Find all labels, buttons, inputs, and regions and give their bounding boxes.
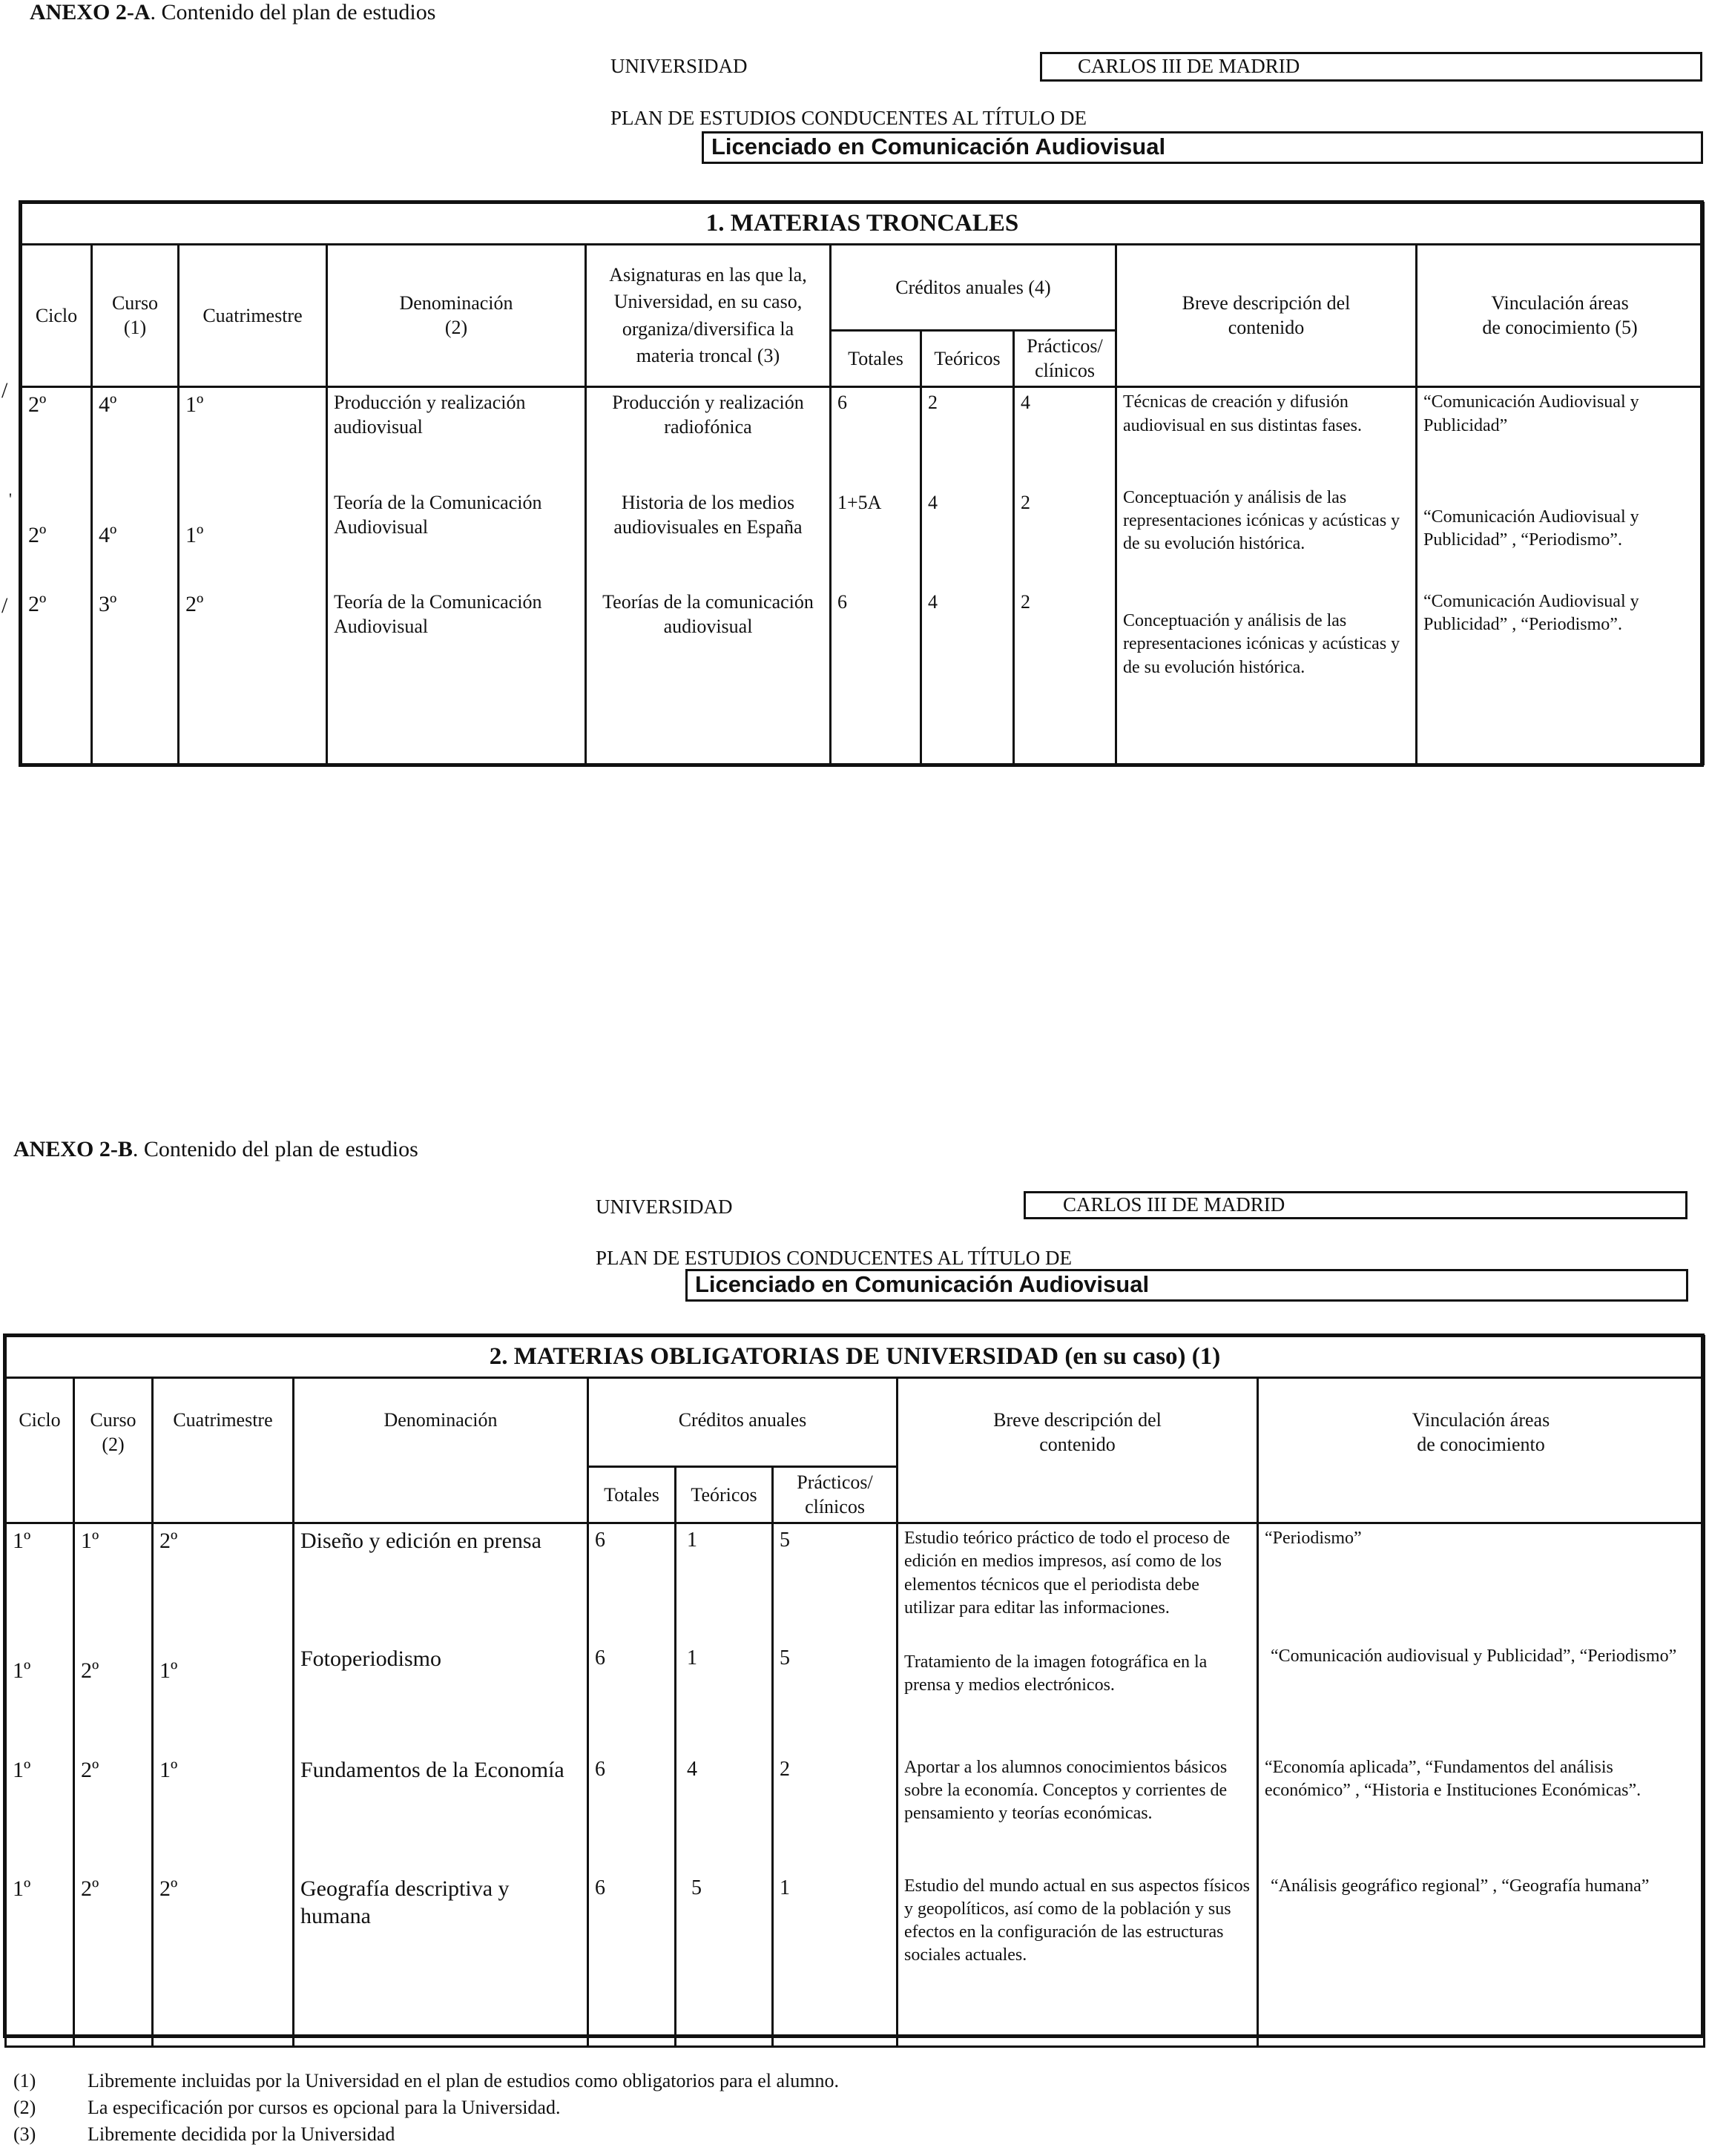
cell-practicos: 2: [1014, 587, 1116, 764]
col-header-asignaturas: Asignaturas en las que la, Universidad, en su caso, organiza/diversifica la materia troncal (3): [586, 245, 831, 387]
cell-descripcion: Conceptuación y análisis de las representaciones icónicas y acústicas y de su evolución histórica.: [1116, 587, 1417, 764]
cell-curso: 4º: [92, 387, 179, 484]
cell-curso: 4º: [92, 484, 179, 587]
cell-descripcion: Conceptuación y análisis de las representaciones icónicas y acústicas y de su evolución histórica.: [1116, 484, 1417, 587]
cell-totales: 6: [588, 1753, 676, 1872]
universidad-value-a: CARLOS III DE MADRID: [1040, 52, 1702, 82]
plan-label-b: PLAN DE ESTUDIOS CONDUCENTES AL TÍTULO DE: [596, 1247, 1072, 1269]
cell-vinculacion: “Comunicación Audiovisual y Publicidad” , “Periodismo”.: [1417, 484, 1704, 587]
cell-ciclo: 1º: [6, 1523, 74, 1642]
cell-descripcion: Tratamiento de la imagen fotográfica en la prensa y medios electrónicos.: [898, 1642, 1258, 1753]
cell-teoricos: 1: [676, 1523, 773, 1642]
table-row: [22, 484, 1704, 587]
cell-vinculacion: “Periodismo”: [1258, 1523, 1705, 1642]
table-row: [22, 587, 1704, 764]
cell-ciclo: 1º: [6, 1872, 74, 2047]
col-header-curso: Curso (1): [92, 245, 179, 387]
cell-asignatura: Producción y realización radiofónica: [586, 387, 831, 484]
cell-curso: 2º: [74, 1872, 153, 2047]
materias-obligatorias-table: [4, 1335, 1705, 2048]
col-header-vinculacion: Vinculación áreas de conocimiento: [1258, 1378, 1705, 1523]
footnote-text: Libremente decidida por la Universidad: [88, 2123, 395, 2145]
footnote: [13, 2094, 839, 2121]
section-title: 1. MATERIAS TRONCALES: [22, 203, 1704, 245]
section-title: 2. MATERIAS OBLIGATORIAS DE UNIVERSIDAD (en su caso) (1): [6, 1336, 1705, 1378]
universidad-value-b: CARLOS III DE MADRID: [1024, 1191, 1687, 1219]
col-header-teoricos: Teóricos: [921, 331, 1014, 387]
cell-practicos: 4: [1014, 387, 1116, 484]
anexo-b-heading: [13, 1137, 418, 1162]
footnote-text: Libremente incluidas por la Universidad en el plan de estudios como obligatorios para el alumno.: [88, 2070, 839, 2091]
check-mark: ': [9, 489, 12, 508]
check-mark: /: [1, 593, 8, 618]
cell-practicos: 1: [773, 1872, 898, 2047]
table-row: [22, 387, 1704, 484]
cell-ciclo: 2º: [22, 387, 92, 484]
col-header-cuatrimestre: Cuatrimestre: [179, 245, 327, 387]
table-row: [6, 1523, 1705, 1642]
col-header-ciclo: Ciclo: [6, 1378, 74, 1523]
cell-ciclo: 2º: [22, 484, 92, 587]
col-header-cuatrimestre: Cuatrimestre: [153, 1378, 294, 1523]
footnote: [13, 2068, 839, 2094]
footnotes: [13, 2068, 839, 2148]
table-row: [6, 1753, 1705, 1872]
cell-descripcion: Estudio teórico práctico de todo el proceso de edición en medios impresos, así como de los elementos técnicos que el periodista debe utilizar para editar las informaciones.: [898, 1523, 1258, 1642]
cell-denominacion: Fundamentos de la Economía: [294, 1753, 588, 1872]
cell-cuatrimestre: 2º: [153, 1523, 294, 1642]
cell-cuatrimestre: 2º: [153, 1872, 294, 2047]
cell-teoricos: 2: [921, 387, 1014, 484]
titulo-b: Licenciado en Comunicación Audiovisual: [685, 1269, 1688, 1302]
cell-totales: 6: [831, 387, 921, 484]
cell-totales: 6: [588, 1872, 676, 2047]
col-header-ciclo: Ciclo: [22, 245, 92, 387]
cell-totales: 6: [588, 1642, 676, 1753]
cell-practicos: 5: [773, 1642, 898, 1753]
cell-denominacion: Producción y realización audiovisual: [327, 387, 586, 484]
cell-cuatrimestre: 1º: [179, 484, 327, 587]
anexo-a-text: . Contenido del plan de estudios: [150, 0, 436, 24]
universidad-label-a: UNIVERSIDAD: [610, 55, 748, 77]
cell-ciclo: 1º: [6, 1642, 74, 1753]
cell-ciclo: 2º: [22, 587, 92, 764]
anexo-a-heading: [30, 0, 435, 25]
plan-label-a: PLAN DE ESTUDIOS CONDUCENTES AL TÍTULO DE: [610, 107, 1087, 129]
cell-denominacion: Fotoperiodismo: [294, 1642, 588, 1753]
col-header-descripcion: Breve descripción del contenido: [898, 1378, 1258, 1523]
cell-vinculacion: “Comunicación Audiovisual y Publicidad”: [1417, 387, 1704, 484]
cell-descripcion: Aportar a los alumnos conocimientos básicos sobre la economía. Conceptos y corrientes de pensamiento y teorías económicas.: [898, 1753, 1258, 1872]
col-header-vinculacion: Vinculación áreas de conocimiento (5): [1417, 245, 1704, 387]
cell-curso: 1º: [74, 1523, 153, 1642]
cell-descripcion: Técnicas de creación y difusión audiovisual en sus distintas fases.: [1116, 387, 1417, 484]
cell-teoricos: 4: [921, 484, 1014, 587]
footnote-number: (3): [13, 2123, 36, 2145]
cell-ciclo: 1º: [6, 1753, 74, 1872]
check-mark: /: [1, 378, 8, 403]
cell-cuatrimestre: 1º: [153, 1642, 294, 1753]
universidad-label-b: UNIVERSIDAD: [596, 1196, 733, 1218]
cell-curso: 3º: [92, 587, 179, 764]
col-header-descripcion: Breve descripción del contenido: [1116, 245, 1417, 387]
cell-denominacion: Geografía descriptiva y humana: [294, 1872, 588, 2047]
cell-denominacion: Diseño y edición en prensa: [294, 1523, 588, 1642]
cell-totales: 6: [831, 587, 921, 764]
cell-teoricos: 1: [676, 1642, 773, 1753]
col-header-denominacion: Denominación: [294, 1378, 588, 1523]
col-header-creditos: Créditos anuales (4): [831, 245, 1116, 331]
footnote: [13, 2121, 839, 2148]
cell-practicos: 2: [773, 1753, 898, 1872]
cell-practicos: 2: [1014, 484, 1116, 587]
cell-curso: 2º: [74, 1753, 153, 1872]
col-header-totales: Totales: [588, 1467, 676, 1523]
cell-curso: 2º: [74, 1642, 153, 1753]
col-header-practicos: Prácticos/ clínicos: [773, 1467, 898, 1523]
cell-cuatrimestre: 1º: [179, 387, 327, 484]
cell-totales: 6: [588, 1523, 676, 1642]
col-header-curso: Curso (2): [74, 1378, 153, 1523]
anexo-a-code: ANEXO 2-A: [30, 0, 151, 24]
cell-teoricos: 4: [921, 587, 1014, 764]
anexo-b-text: . Contenido del plan de estudios: [132, 1137, 418, 1161]
table-row: [6, 1642, 1705, 1753]
cell-denominacion: Teoría de la Comunicación Audiovisual: [327, 484, 586, 587]
cell-totales: 1+5A: [831, 484, 921, 587]
col-header-totales: Totales: [831, 331, 921, 387]
col-header-denominacion: Denominación (2): [327, 245, 586, 387]
cell-teoricos: 5: [676, 1872, 773, 2047]
cell-cuatrimestre: 2º: [179, 587, 327, 764]
col-header-creditos: Créditos anuales: [588, 1378, 898, 1467]
cell-vinculacion: “Comunicación audiovisual y Publicidad”, “Periodismo”: [1258, 1642, 1705, 1753]
cell-vinculacion: “Comunicación Audiovisual y Publicidad” , “Periodismo”.: [1417, 587, 1704, 764]
cell-teoricos: 4: [676, 1753, 773, 1872]
footnote-text: La especificación por cursos es opcional para la Universidad.: [88, 2097, 561, 2118]
cell-vinculacion: “Economía aplicada”, “Fundamentos del análisis económico” , “Historia e Instituciones Económicas”.: [1258, 1753, 1705, 1872]
titulo-a: Licenciado en Comunicación Audiovisual: [702, 131, 1703, 164]
anexo-b-code: ANEXO 2-B: [13, 1137, 133, 1161]
footnote-number: (1): [13, 2070, 36, 2091]
cell-cuatrimestre: 1º: [153, 1753, 294, 1872]
cell-asignatura: Teorías de la comunicación audiovisual: [586, 587, 831, 764]
cell-vinculacion: “Análisis geográfico regional” , “Geografía humana”: [1258, 1872, 1705, 2047]
cell-denominacion: Teoría de la Comunicación Audiovisual: [327, 587, 586, 764]
col-header-teoricos: Teóricos: [676, 1467, 773, 1523]
cell-practicos: 5: [773, 1523, 898, 1642]
cell-asignatura: Historia de los medios audiovisuales en España: [586, 484, 831, 587]
materias-troncales-table: [20, 202, 1705, 765]
footnote-number: (2): [13, 2097, 36, 2118]
col-header-practicos: Prácticos/ clínicos: [1014, 331, 1116, 387]
table-row: [6, 1872, 1705, 2047]
cell-descripcion: Estudio del mundo actual en sus aspectos físicos y geopolíticos, así como de la población y sus efectos en la configuración de las estructuras sociales actuales.: [898, 1872, 1258, 2047]
